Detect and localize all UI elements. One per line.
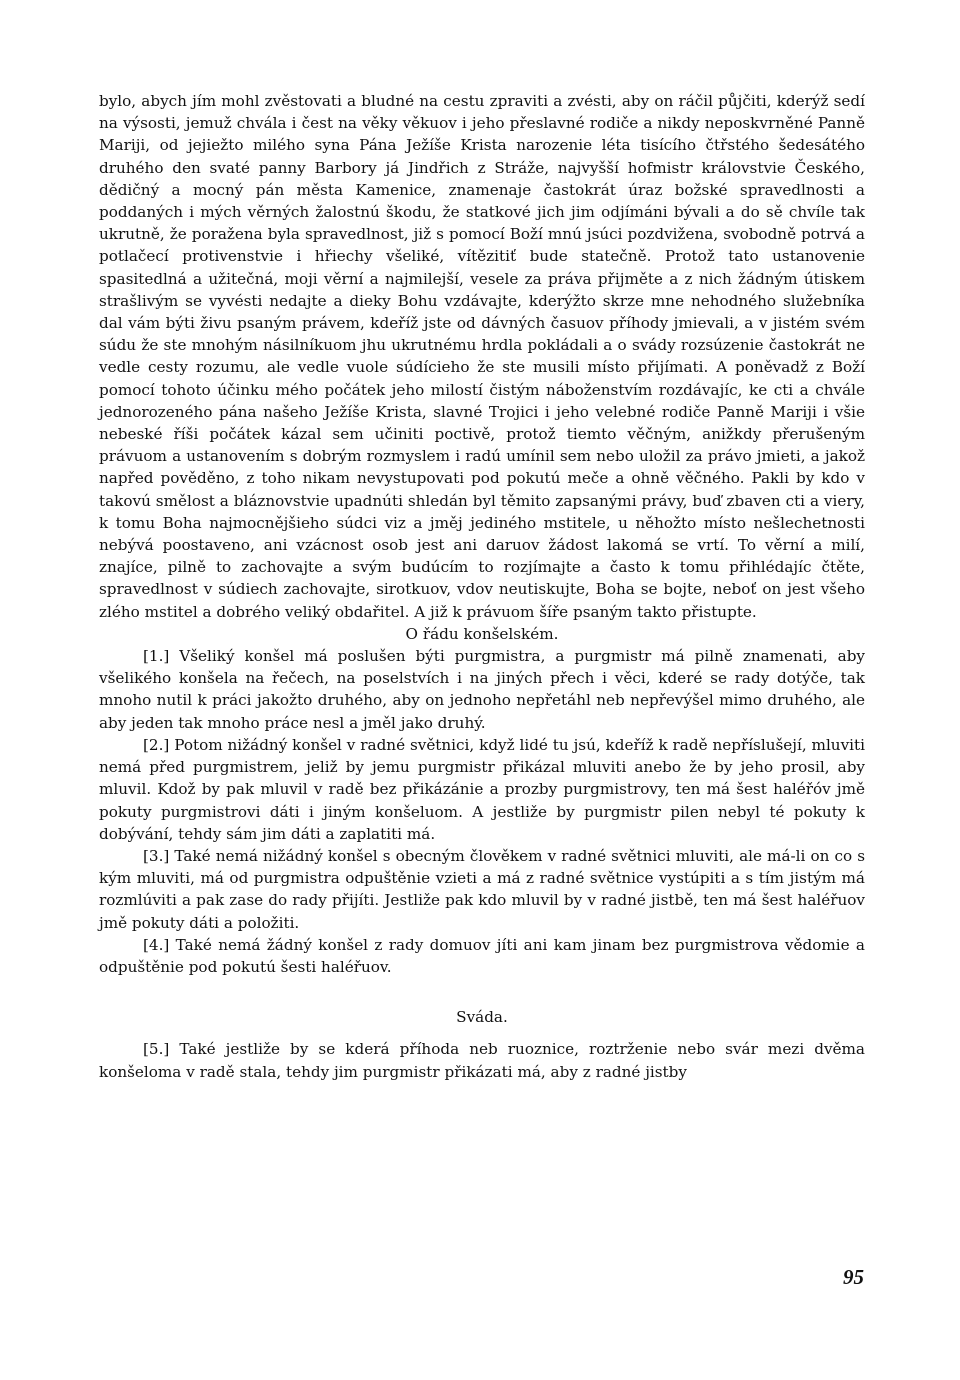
section-heading-dispute: Sváda.	[456, 1008, 508, 1027]
article-4: [4.] Také nemá žádný konšel z rady domuov jíti ani kam jinam bez purgmistrova vědomie a odpuštěnie pod pokutú šesti haléřuov.	[99, 935, 865, 976]
article-3: [3.] Také nemá nižádný konšel s obecným člověkem v radné světnici mluviti, ale má-li on co s kým mluviti, má od purgmistra odpuštěnie vzieti a má z radné světnice vystúpiti a s tím jistým má rozmlúviti a pak zase do rady přijíti. Jestliže pak kdo mluvil by v radné jistbě, ten má šest haléřuov jmě pokuty dáti a položiti.	[99, 846, 865, 932]
article-2: [2.] Potom nižádný konšel v radné světnici, když lidé tu jsú, kdeříž k radě nepříslušejí, mluviti nemá před purgmistrem, jeliž by jemu purgmistr přikázal mluviti anebo že by jeho prosil, aby mluvil. Kdož by pak mluvil v radě bez přikázánie a prozby purgmistrovy, ten má šest haléřóv jmě pokuty purgmistrovi dáti i jiným konšeluom. A jestliže by purgmistr pilen nebyl té pokuty k dobývání, tehdy sám jim dáti a zaplatiti má.	[99, 735, 865, 843]
document-body	[99, 90, 865, 1083]
page-number: 95	[843, 1265, 864, 1289]
intro-paragraph: bylo, abych jím mohl zvěstovati a bludné na cestu zpraviti a zvésti, aby on ráčil půjčiti, kderýž sedí na výsosti, jemuž chvála i čest na věky věkuov i jeho přeslavné rodiče a nikdy neposkvrněné Panně Mariji, od jejiežto milého syna Pána Ježíše Krista narozenie léta tisícího čtřstého šedesátého druhého den svaté panny Barbory já Jindřich z Stráže, najvyšší hofmistr královstvie Českého, dědičný a mocný pán města Kamenice, znamenaje častokrát úraz božské spravedlnosti a poddaných i mých věrných žalostnú škodu, že statkové jich jim odjímáni bývali a do sě chvíle tak ukrutně, že poražena byla spravedlnost, již s pomocí Boží mnú jsúci pozdvižena, svobodně potrvá a potlačecí protivenstvie i hřiechy všeliké, vítězitiť bude statečně. Protož tato ustanovenie spasitedlná a užitečná, moji věrní a najmilejší, vesele za práva přijměte a z nich žádným útiskem strašlivým se vyvésti nedajte a dieky Bohu vzdávajte, kderýžto skrze mne nehodného služebníka dal vám býti živu psaným právem, kdeříž jste od dávných časuov příhody jmievali, a v jistém svém súdu že ste mnohým násilníkuom jhu ukrutnému hrdla pokládali a o svády rozsúzenie častokrát ne vedle cesty rozumu, ale vedle vuole súdícieho že ste musili místo přijímati. A poněvadž z Boží pomocí tohoto účinku mého počátek jeho milostí čistým náboženstvím rozdávajíc, ke cti a chvále jednorozeného pána našeho Ježíše Krista, slavné Trojici i jeho velebné rodiče Panně Mariji i všie nebeské říši počátek kázal sem učiniti poctivě, protož tiemto věčným, anižkdy přerušeným právuom a ustanovením s dobrým rozmyslem i radú umínil sem nebo uložil za právo jmieti, a jakož napřed pověděno, z toho nikam nevystupovati pod pokutú meče a ohně věčného. Pakli by kdo v takovú smělost a bláznovstvie upadnúti shledán byl těmito zapsanými právy, buď zbaven cti a viery, k tomu Boha najmocnějšieho súdci viz a jměj jediného mstitele, u něhožto místo nešlechetnosti nebývá poostaveno, ani vzácnost osob jest ani daruov žádost lakomá se vrtí. To věrní a milí, znajíce, pilně to zachovajte a svým budúcím to rozjímajte a často k tomu přihlédajíc čtěte, spravedlnost v súdiech zachovajte, sirotkuov, vdov neutiskujte, Boha se bojte, neboť on jest všeho zlého mstitel a dobrého veliký obdařitel. A již k právuom šíře psaným takto přistupte.	[99, 92, 865, 621]
article-5: [5.] Také jestliže by se kderá příhoda neb ruoznice, roztrženie nebo svár mezi dvěma konšeloma v radě stala, tehdy jim purgmistr přikázati má, aby z radné jistby	[99, 1040, 865, 1081]
section-heading-council-order: O řádu konšelském.	[405, 624, 559, 643]
article-1: [1.] Všeliký konšel má poslušen býti purgmistra, a purgmistr má pilně znamenati, aby všelikého konšela na řečech, na poselstvích i na jiných přech i věci, kderé se rady dotýče, tak mnoho nutil k práci jakožto druhého, aby on jednoho nepřetáhl neb nepřevýšel mimo druhého, ale aby jeden tak mnoho práce nesl a jměl jako druhý.	[99, 647, 865, 732]
